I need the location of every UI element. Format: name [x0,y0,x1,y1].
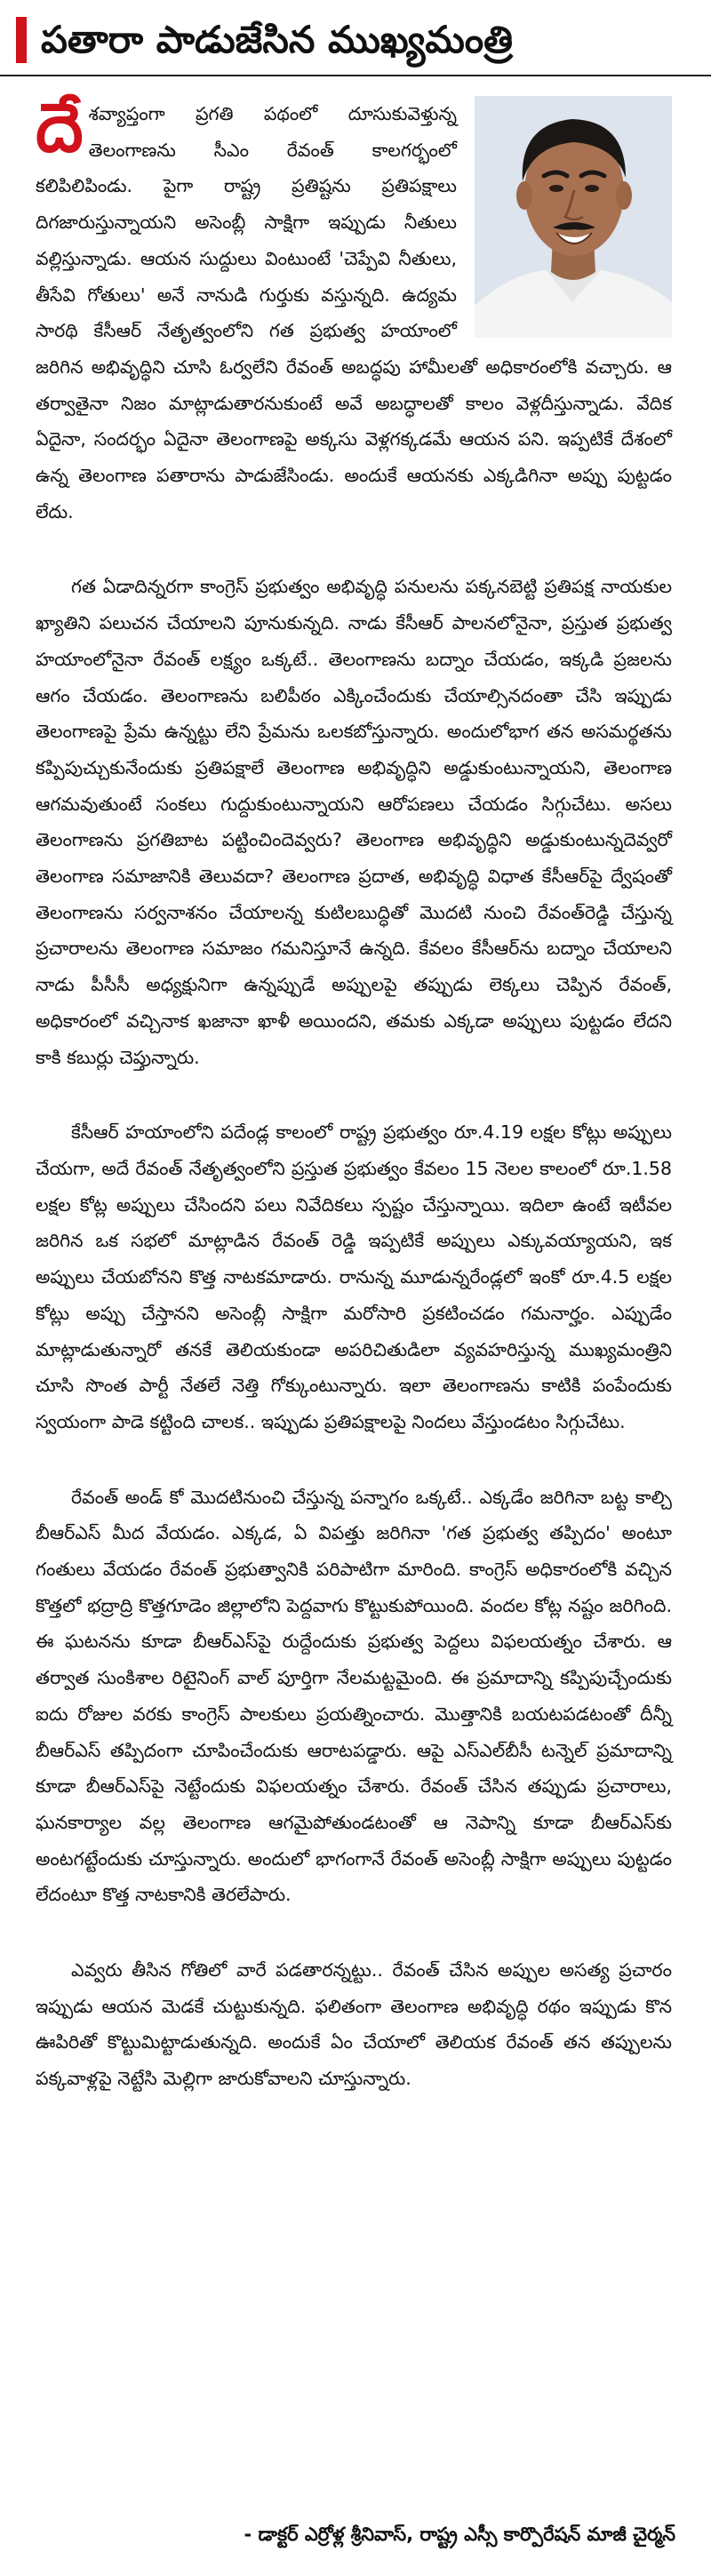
header-divider [0,75,711,76]
drop-cap: దే [36,88,84,167]
author-byline: - డాక్టర్‌ ఎర్రోళ్ల శ్రీనివాస్‌, రాష్ట్ర ఎస్సీ కార్పొరేషన్‌ మాజీ చైర్మన్‌ [244,2524,675,2545]
paragraph-3: కేసీఆర్‌ హయాంలోని పదేండ్ల కాలంలో రాష్ట్ర ప్రభుత్వం రూ.4.19 లక్షల కోట్లు అప్పులు చేయగా, అదే రేవంత్‌ నేతృత్వంలోని ప్రస్తుత ప్రభుత్వం కేవలం 15 నెలల కాలంలో రూ.1.58 లక్షల కోట్ల అప్పులు చేసిందని పలు నివేదికలు స్పష్టం చేస్తున్నాయి. ఇదిలా ఉంటే ఇటీవల జరిగిన ఒక సభలో మాట్లాడిన రేవంత్‌ రెడ్డి ఇప్పటికే అప్పులు ఎక్కువయ్యాయని, ఇక అప్పులు చేయబోనని కొత్త నాటకమాడారు. రానున్న మూడున్నరేండ్లలో ఇంకో రూ.4.5 లక్షల కోట్లు అప్పు చేస్తానని అసెంబ్లీ సాక్షిగా మరోసారి ప్రకటించడం గమనార్హం. ఎప్పుడేం మాట్లాడుతున్నారో తనకే తెలియకుండా అపరిచితుడిలా వ్యవహరిస్తున్న ముఖ్యమంత్రిని చూసి సొంత పార్టీ నేతలే నెత్తి గోక్కుంటున్నారు. ఇలా తెలంగాణను కాటికి పంపేందుకు స్వయంగా పాడె కట్టింది చాలక.. ఇప్పుడు ప్రతిపక్షాలపై నిందలు వేస్తుండటం సిగ్గుచేటు. [36,1121,672,1432]
headline-accent-bar [16,17,27,63]
paragraph-5: ఎవ్వరు తీసిన గోతిలో వారే పడతారన్నట్టు.. రేవంత్‌ చేసిన అప్పుల అసత్య ప్రచారం ఇప్పుడు ఆయన మెడకే చుట్టుకున్నది. ఫలితంగా తెలంగాణ అభివృద్ధి రథం ఇప్పుడు కొన ఊపిరితో కొట్టుమిట్టాడుతున్నది. అందుకే ఏం చేయాలో తెలియక రేవంత్‌ తన తప్పులను పక్కవాళ్లపై నెట్టేసి మెల్లిగా జారుకోవాలని చూస్తున్నారు. [36,1959,672,2090]
paragraph-4: రేవంత్‌ అండ్‌ కో మొదటినుంచి చేస్తున్న పన్నాగం ఒక్కటే.. ఎక్కడేం జరిగినా బట్ట కాల్చి బీఆర్‌ఎస్‌ మీద వేయడం. ఎక్కడ, ఏ విపత్తు జరిగినా 'గత ప్రభుత్వ తప్పిదం' అంటూ గంతులు వేయడం రేవంత్‌ ప్రభుత్వానికి పరిపాటిగా మారింది. కాంగ్రెస్‌ అధికారంలోకి వచ్చిన కొత్తలో భద్రాద్రి కొత్తగూడెం జిల్లాలోని పెద్దవాగు కొట్టుకుపోయింది. వందల కోట్ల నష్టం జరిగింది. ఈ ఘటనను కూడా బీఆర్‌ఎస్‌పై రుద్దేందుకు ప్రభుత్వ పెద్దలు విఫలయత్నం చేశారు. ఆ తర్వాత సుంకిశాల రిటైనింగ్‌ వాల్‌ పూర్తిగా నేలమట్టమైంది. ఈ ప్రమాదాన్ని కప్పిపుచ్చేందుకు ఐదు రోజుల వరకు కాంగ్రెస్‌ పాలకులు ప్రయత్నించారు. మొత్తానికి బయటపడటంతో దీన్నీ బీఆర్‌ఎస్‌ తప్పిదంగా చూపించేందుకు ఆరాటపడ్డారు. ఆపై ఎస్‌ఎల్‌బీసీ టన్నెల్‌ ప్రమాదాన్ని కూడా బీఆర్‌ఎస్‌పై నెట్టేందుకు విఫలయత్నం చేశారు. రేవంత్‌ చేసిన తప్పుడు ప్రచారాలు, ఘనకార్యాల వల్ల తెలంగాణ ఆగమైపోతుండటంతో ఆ నెపాన్ని కూడా బీఆర్‌ఎస్‌కు అంటగట్టేందుకు చూస్తున్నారు. అందులో భాగంగానే రేవంత్‌ అసెంబ్లీ సాక్షిగా అప్పులు పుట్టడం లేదంటూ కొత్త నాటకానికి తెరలేపారు. [36,1486,672,1906]
article-header [16,9,695,71]
author-photo [475,96,672,338]
headline: పతారా పాడుజేసిన ముఖ్యమంత్రి [41,18,513,61]
paragraph-2: గత ఏడాదిన్నరగా కాంగ్రెస్‌ ప్రభుత్వం అభివృద్ధి పనులను పక్కనబెట్టి ప్రతిపక్ష నాయకుల ఖ్యాతిని పలుచన చేయాలని పూనుకున్నది. నాడు కేసీఆర్‌ పాలనలోనైనా, ప్రస్తుత ప్రభుత్వ హయాంలోనైనా రేవంత్‌ లక్ష్యం ఒక్కటే.. తెలంగాణను బద్నాం చేయడం, ఇక్కడి ప్రజలను ఆగం చేయడం. తెలంగాణను బలిపీఠం ఎక్కించేందుకు చేయాల్సినదంతా చేసి ఇప్పుడు తెలంగాణపై ప్రేమ ఉన్నట్టు లేని ప్రేమను ఒలకబోస్తున్నారు. అందులోభాగ తన అసమర్థతను కప్పిపుచ్చుకునేందుకు ప్రతిపక్షాలే తెలంగాణ అభివృద్ధిని అడ్డుకుంటున్నాయని, తెలంగాణ ఆగమవుతుంటే సంకలు గుద్దుకుంటున్నాయని ఆరోపణలు చేయడం సిగ్గుచేటు. అసలు తెలంగాణను ప్రగతిబాట పట్టించిందెవ్వరు? తెలంగాణ అభివృద్ధిని అడ్డుకుంటున్నదెవ్వరో తెలంగాణ సమాజానికి తెలువదా? తెలంగాణ ప్రదాత, అభివృద్ధి విధాత కేసీఆర్‌పై ద్వేషంతో తెలంగాణను సర్వనాశనం చేయాలన్న కుటిలబుద్ధితో మొదటి నుంచి రేవంత్‌రెడ్డి చేస్తున్న ప్రచారాలను తెలంగాణ సమాజం గమనిస్తూనే ఉన్నది. కేవలం కేసీఆర్‌ను బద్నాం చేయాలని నాడు పీసీసీ అధ్యక్షునిగా ఉన్నప్పుడే అప్పులపై తప్పుడు లెక్కలు చెప్పిన రేవంత్‌, అధికారంలో వచ్చినాక ఖజానా ఖాళీ అయిందని, తమకు ఎక్కడా అప్పులు పుట్టడం లేదని కాకి కబుర్లు చెప్తున్నారు. [36,576,672,1068]
article-body [36,88,672,2136]
paragraph-text: శవ్యాప్తంగా ప్రగతి పథంలో దూసుకువెళ్తున్న తెలంగాణను సీఎం రేవంత్‌ కాలగర్భంలో కలిపిలిపిండు. పైగా రాష్ట్ర ప్రతిష్టను ప్రతిపక్షాలు దిగజారుస్తున్నాయని అసెంబ్లీ సాక్షిగా ఇప్పుడు నీతులు వల్లిస్తున్నాడు. ఆయన సుద్దులు వింటుంటే 'చెప్పేవి నీతులు, తీసేవి గోతులు' అనే నానుడి గుర్తుకు వస్తున్నది. ఉద్యమ సారథి కేసీఆర్‌ నేతృత్వంలోని గత ప్రభుత్వ హయాంలో జరిగిన అభివృద్ధిని చూసి ఓర్వలేని రేవంత్‌ అబద్ధపు హామీలతో అధికారంలోకి వచ్చారు. ఆ తర్వాతైనా నిజం మాట్లాడుతారనుకుంటే అవే అబద్ధాలతో కాలం వెళ్లదీస్తున్నాడు. వేదిక ఏదైనా, సందర్భం ఏదైనా తెలంగాణపై అక్కసు వెళ్లగక్కడమే ఆయన పని. ఇప్పటికే దేశంలో ఉన్న తెలంగాణ పతారాను పాడుజేసిండు. అందుకే ఆయనకు ఎక్కడిగినా అప్పు పుట్టడం లేదు. [36,103,672,522]
